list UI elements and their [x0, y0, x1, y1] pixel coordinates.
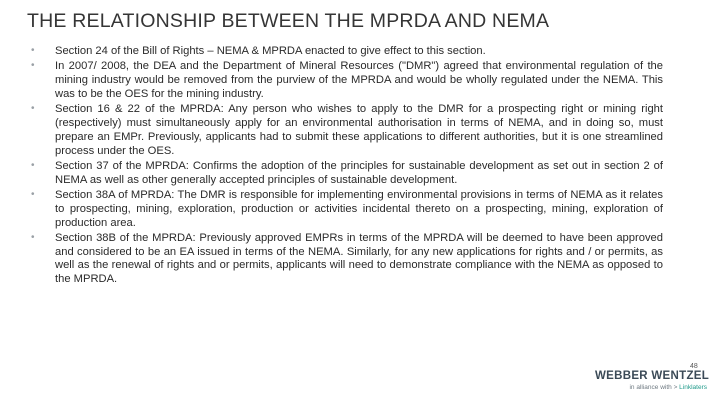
bullet-text: In 2007/ 2008, the DEA and the Department of Mineral Resources ("DMR") agreed that environmental regulation of the mining industry would be removed from the purview of the MPRDA and would be wholly regulated under the NEMA. This was to be the OES for the mining industry.: [55, 60, 663, 100]
bullet-list: [31, 45, 663, 289]
logo-tagline-brand: Linklaters: [679, 384, 707, 391]
bullet-icon: •: [31, 60, 35, 72]
bullet-item: [31, 60, 663, 101]
bullet-text: Section 38B of the MPRDA: Previously approved EMPRs in terms of the MPRDA will be deemed to have been approved and considered to be an EA issued in terms of the NEMA. Similarly, for any new applications for rights and / or permits, as well as the renewal of rights and or permits, applicants will need to demonstrate compliance with the NEMA as opposed to the MPRDA.: [55, 231, 663, 286]
logo-tagline: [595, 384, 707, 391]
bullet-text: Section 24 of the Bill of Rights – NEMA & MPRDA enacted to give effect to this section.: [55, 45, 486, 57]
logo-tagline-prefix: in alliance with >: [629, 384, 678, 391]
logo-name: WEBBER WENTZEL: [595, 370, 710, 382]
bullet-item: [31, 103, 663, 158]
bullet-text: Section 38A of MPRDA: The DMR is responsible for implementing environmental provisions in terms of NEMA as it relates to prospecting, mining, exploration, production or activities incidental thereto on a prospecting, mining, exploration of production area.: [55, 188, 663, 229]
slide-title: THE RELATIONSHIP BETWEEN THE MPRDA AND NEMA: [27, 10, 550, 32]
bullet-item: [31, 45, 663, 59]
bullet-icon: •: [31, 103, 35, 115]
company-logo: [595, 370, 710, 391]
page-number: 48: [690, 363, 698, 370]
bullet-icon: •: [31, 188, 35, 200]
bullet-icon: •: [31, 45, 35, 56]
bullet-item: [31, 160, 663, 188]
bullet-item: [31, 189, 663, 230]
bullet-text: Section 37 of the MPRDA: Confirms the adoption of the principles for sustainable development as set out in section 2 of NEMA as well as other generally accepted principles of sustainable development.: [55, 159, 663, 186]
bullet-text: Section 16 & 22 of the MPRDA: Any person who wishes to apply to the DMR for a prospecting right or mining right (respectively) must simultaneously apply for an environmental authorisation in terms of NEMA, and in doing so, must prepare an EMPr. Previously, applicants had to submit these applications to different authorities, but it is one streamlined process under the OES.: [55, 103, 663, 157]
bullet-icon: •: [31, 231, 35, 243]
bullet-icon: •: [31, 159, 35, 171]
bullet-item: [31, 232, 663, 287]
